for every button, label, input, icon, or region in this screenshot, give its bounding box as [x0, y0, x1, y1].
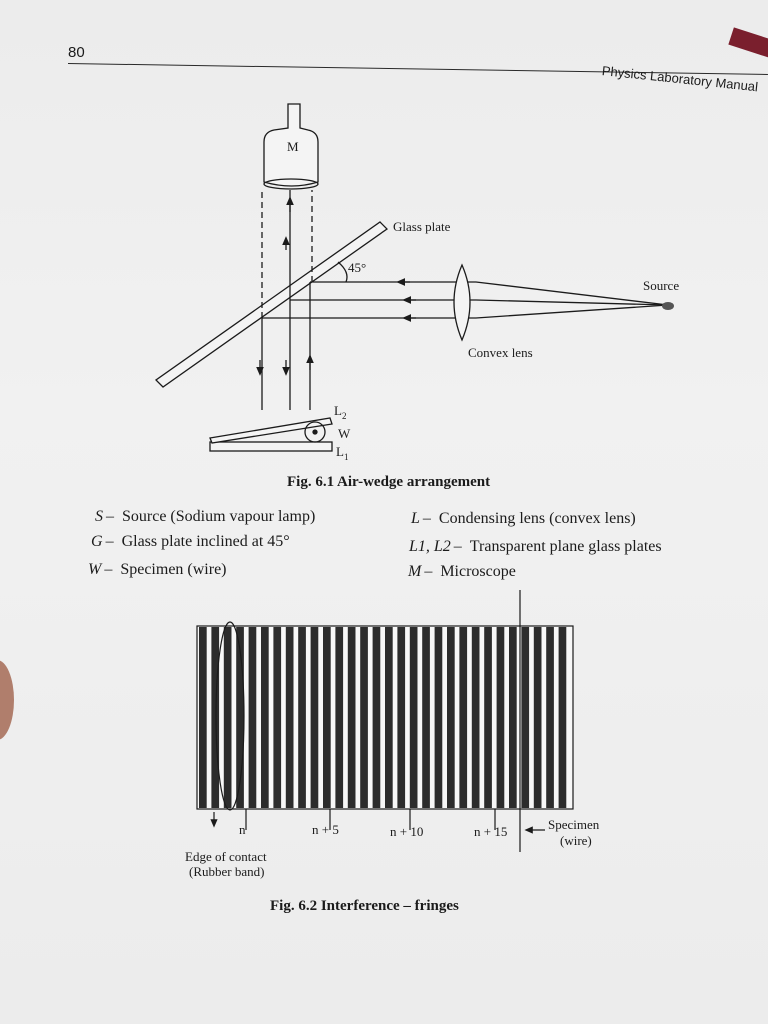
dark-fringe	[273, 627, 281, 808]
dark-fringe	[534, 627, 542, 808]
dark-fringe	[348, 627, 356, 808]
dark-fringe	[298, 627, 306, 808]
legend-row-microscope: M – Microscope	[408, 563, 516, 580]
dark-fringe	[472, 627, 480, 808]
figure-6-2-caption: Fig. 6.2 Interference – fringes	[270, 898, 459, 914]
dark-fringe	[261, 627, 269, 808]
label-specimen: Specimen	[548, 817, 600, 832]
label-convex-lens: Convex lens	[468, 345, 533, 360]
dark-fringe	[224, 627, 232, 808]
label-source: Source	[643, 278, 680, 293]
dark-fringe	[509, 627, 517, 808]
label-n-plus-5: n + 5	[312, 822, 339, 837]
dark-fringe	[323, 627, 331, 808]
dark-fringe	[435, 627, 443, 808]
dark-fringe	[497, 627, 505, 808]
dark-fringe	[521, 627, 529, 808]
label-edge-of-contact: Edge of contact	[185, 849, 267, 864]
dark-fringe	[559, 627, 567, 808]
dark-fringe	[360, 627, 368, 808]
label-angle: 45°	[348, 260, 367, 275]
label-rubber-band: (Rubber band)	[189, 864, 265, 879]
page-number: 80	[68, 44, 85, 61]
dark-fringe	[286, 627, 294, 808]
dark-fringe	[459, 627, 467, 808]
label-microscope: M	[287, 139, 299, 154]
label-n-plus-15: n + 15	[474, 824, 508, 839]
legend-row-source: S – Source (Sodium vapour lamp)	[95, 508, 316, 525]
dark-fringe	[447, 627, 455, 808]
label-l1: $L_1$	[336, 444, 349, 462]
running-head: Physics Laboratory Manual	[601, 63, 759, 95]
dark-fringe	[373, 627, 381, 808]
dark-fringe	[410, 627, 418, 808]
legend-row-glass-plate: G – Glass plate inclined at 45°	[91, 533, 290, 550]
dark-fringe	[211, 627, 219, 808]
legend-row-specimen: W – Specimen (wire)	[88, 561, 227, 578]
dark-fringe	[422, 627, 430, 808]
dark-fringe	[546, 627, 554, 808]
label-specimen-wire: (wire)	[560, 833, 592, 848]
dark-fringe	[335, 627, 343, 808]
label-n-plus-10: n + 10	[390, 824, 424, 839]
dark-fringe	[311, 627, 319, 808]
legend-row-lens: L – Condensing lens (convex lens)	[411, 510, 636, 527]
figure-6-1-caption: Fig. 6.1 Air-wedge arrangement	[287, 474, 491, 490]
legend-row-plates: L1, L2 – Transparent plane glass plates	[409, 538, 662, 555]
dark-fringe	[484, 627, 492, 808]
label-l2: $L_2$	[334, 403, 347, 421]
dark-fringe	[199, 627, 207, 808]
label-wire: W	[338, 426, 351, 441]
dark-fringe	[397, 627, 405, 808]
dark-fringe	[385, 627, 393, 808]
dark-fringe	[249, 627, 257, 808]
label-glass-plate: Glass plate	[393, 219, 451, 234]
label-n: n	[239, 822, 246, 837]
